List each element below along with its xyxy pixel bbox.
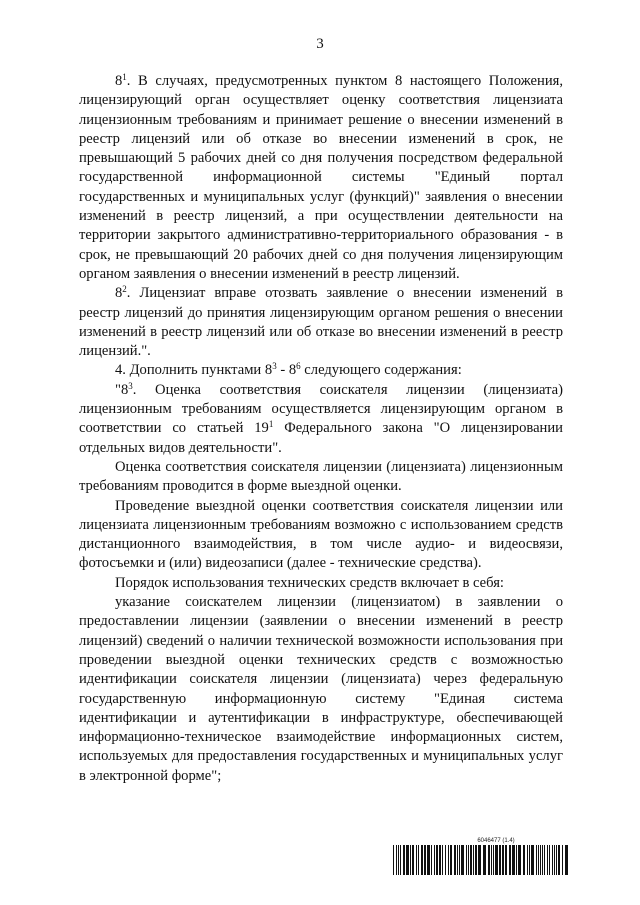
page-number: 3 [316, 36, 324, 52]
paragraph-remote-means: Проведение выездной оценки соответствия соискателя лицензии или лицензиата лицензионным требованиям возможно с использованием средств дистанционного взаимодействия, в том числе аудио- и видеосвязи, фотосъемки и (или) видеозаписи (далее - технические средства). [79, 497, 563, 572]
paragraph-8-3: "$8^3$. Оценка соответствия соискателя лицензии (лицензиата) лицензионным требованиям осуществляется лицензирующим органом в соответствии со статьей $19^1$ Федерального закона "О лицензировании отдельных видов деятельности". [79, 380, 563, 456]
barcode-label: 6046477 (1.4) [477, 838, 515, 844]
document-body [79, 72, 563, 786]
paragraph-8-1: $8^1$. В случаях, предусмотренных пунктом 8 настоящего Положения, лицензирующий орган осуществляет оценку соответствия лицензиата лицензионным требованиям и принимает решение о внесении изменений в реестр лицензий или об отказе во внесении изменений в срок, не превышающий 5 рабочих дней со дня получения посредством федеральной государственной информационной системы "Единый портал государственных и муниципальных услуг (функций)" заявления о внесении изменений в реестр лицензий, а при осуществлении деятельности на территории закрытого административно-территориального образования - в срок, не превышающий 20 рабочих дней со дня получения лицензирующим органом заявления о внесении изменений в реестр лицензий. [79, 72, 563, 282]
barcode [393, 838, 569, 875]
barcode-bars [393, 845, 569, 875]
paragraph-8-2: $8^2$. Лицензиат вправе отозвать заявление о внесении изменений в реестр лицензий до принятия лицензирующим органом решения о внесении изменений в реестр лицензий или об отказе во внесении изменений в реестр лицензий.". [79, 284, 563, 360]
paragraph-indication: указание соискателем лицензии (лицензиатом) в заявлении о предоставлении лицензии (заявлении о внесении изменений в реестр лицензий) сведений о наличии технической возможности использования при проведении выездной оценки технических средств с возможностью идентификации соискателя лицензии (лицензиата) через федеральную государственную информационную систему "Единая система идентификации и аутентификации в инфраструктуре, обеспечивающей информационно-техническое взаимодействие информационных систем, используемых для предоставления государственных и муниципальных услуг в электронной форме"; [79, 594, 563, 784]
paragraph-item-4: 4. Дополнить пунктами $8^3 - 8^6$ следующего содержания: [115, 361, 462, 379]
paragraph-procedure: Порядок использования технических средств включает в себя: [115, 574, 504, 591]
paragraph-assessment-form: Оценка соответствия соискателя лицензии (лицензиата) лицензионным требованиям проводится в форме выездной оценки. [79, 458, 563, 495]
